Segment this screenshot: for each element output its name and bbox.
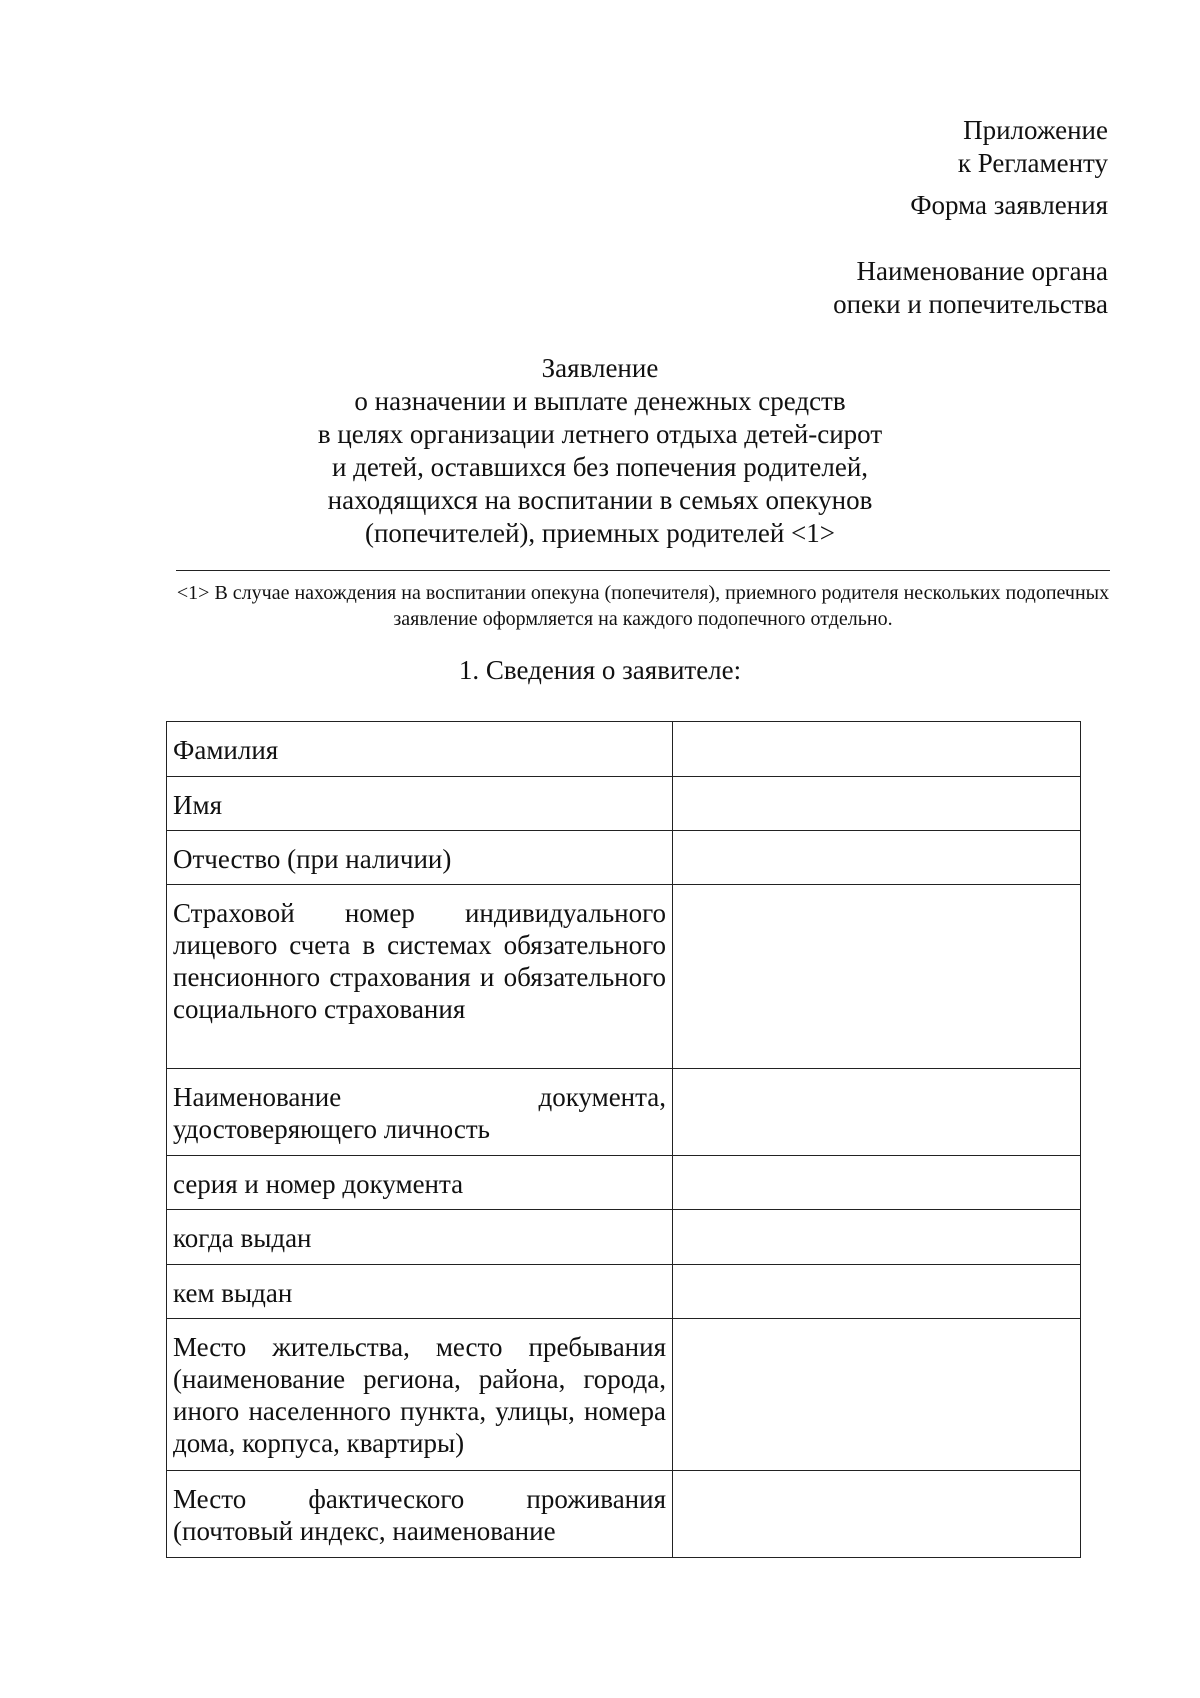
row-label: Фамилия [167,722,673,777]
organ-line: Наименование органа [856,256,1108,286]
row-label: кем выдан [167,1265,673,1319]
title-line: о назначении и выплате денежных средств [354,386,846,416]
row-value-cell[interactable] [673,1265,1081,1319]
title-line: (попечителей), приемных родителей <1> [364,518,836,548]
row-value-cell[interactable] [673,1319,1081,1471]
table-row [167,1471,1081,1558]
organ-line: опеки и попечительства [833,289,1108,319]
row-value-cell[interactable] [673,1210,1081,1265]
title-line: Заявление [541,353,659,383]
appendix-note [958,114,1108,180]
row-label: Наименование документа, удостоверяющего личность [167,1069,673,1156]
row-value-cell[interactable] [673,831,1081,885]
table-row [167,1156,1081,1210]
title-line: находящихся на воспитании в семьях опекунов [327,485,873,515]
row-value-cell[interactable] [673,885,1081,1069]
document-title [180,352,1020,550]
row-label: Отчество (при наличии) [167,831,673,885]
row-label-cell [167,1471,673,1558]
appendix-line: Приложение [963,115,1108,145]
row-label: серия и номер документа [167,1156,673,1210]
table-row [167,885,1081,1069]
table-row [167,1069,1081,1156]
table-row [167,1319,1081,1471]
row-value-cell[interactable] [673,777,1081,831]
row-label: Имя [167,777,673,831]
row-label: Место фактического проживания (почтовый индекс, наименование [173,1484,666,1546]
applicant-info-table [166,721,1081,1558]
table-row [167,831,1081,885]
table-row [167,1265,1081,1319]
row-value-cell[interactable] [673,1069,1081,1156]
row-label: Место жительства, место пребывания (наименование региона, района, города, иного населенного пункта, улицы, номера дома, корпуса, квартиры) [167,1319,673,1471]
title-line: в целях организации летнего отдыха детей-сирот [317,419,883,449]
table-row [167,777,1081,831]
row-value-cell[interactable] [673,1156,1081,1210]
addressee-organ [833,255,1108,321]
row-value-cell[interactable] [673,722,1081,777]
section-heading: 1. Сведения о заявителе: [458,655,742,685]
table-row [167,1210,1081,1265]
appendix-line: к Регламенту [957,148,1108,178]
row-label: Страховой номер индивидуального лицевого счета в системах обязательного пенсионного страхования и обязательного социального страхования [167,885,673,1069]
row-value-cell[interactable] [673,1471,1081,1558]
footnote-text: <1> В случае нахождения на воспитании опекуна (попечителя), приемного родителя нескольких подопечных заявление оформляется на каждого подопечного отдельно. [176,582,1110,630]
row-label: когда выдан [167,1210,673,1265]
title-line: и детей, оставшихся без попечения родителей, [331,452,869,482]
footnote-divider [176,570,1110,571]
form-label: Форма заявления [910,190,1108,220]
table-row [167,722,1081,777]
